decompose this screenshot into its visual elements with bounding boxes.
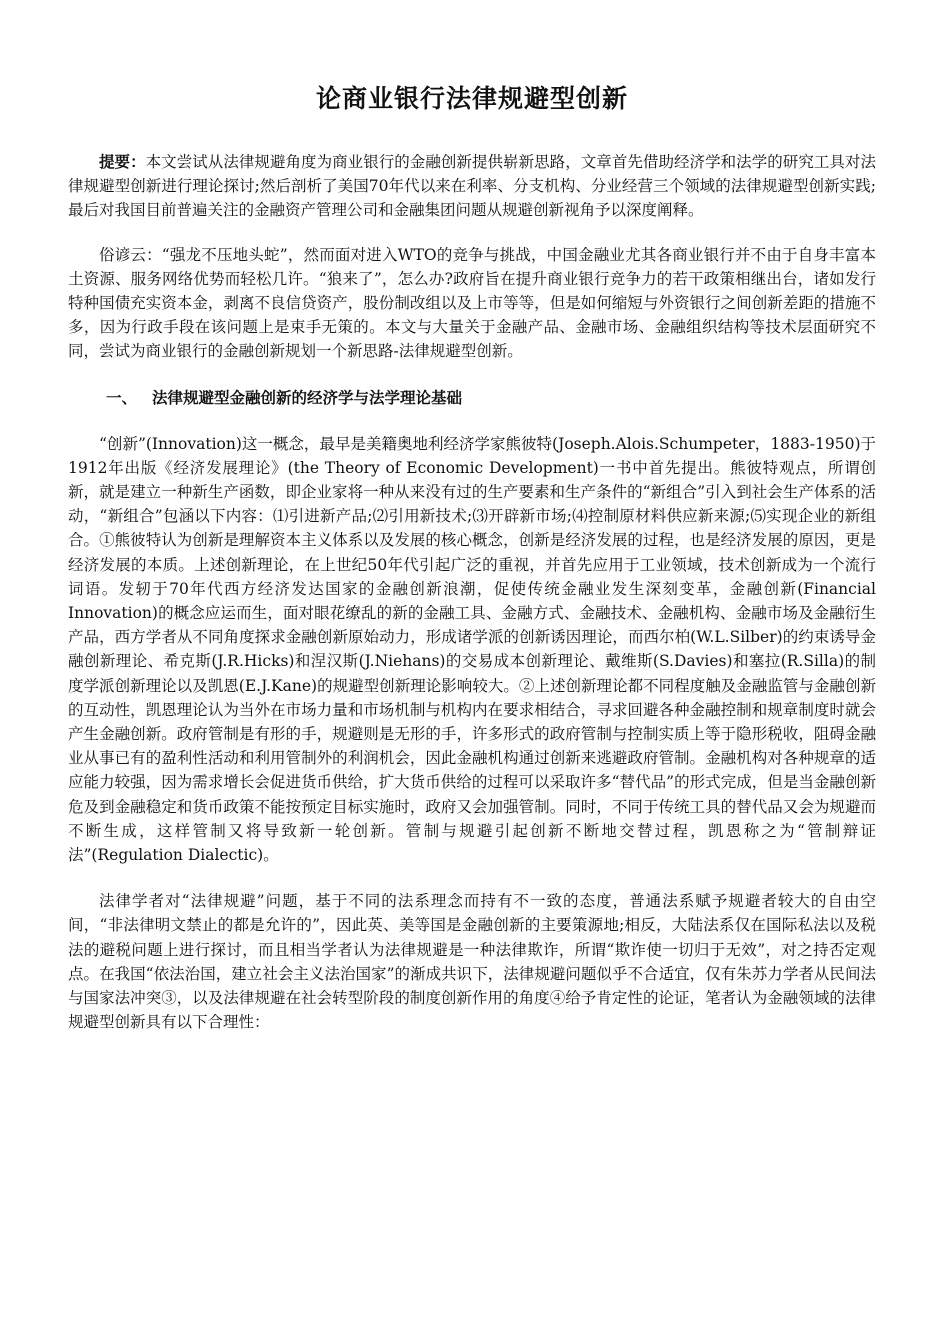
section-number: 一、 (106, 388, 138, 407)
document-title: 论商业银行法律规避型创新 (315, 84, 628, 113)
abstract-paragraph (68, 150, 876, 223)
body-paragraph-2: 法律学者对“法律规避”问题，基于不同的法系理念而持有不一致的态度，普通法系赋予规避者较大的自由空间，“非法律明文禁止的都是允许的”，因此英、美等国是金融创新的主要策源地;相反，大陆法系仅在国际私法以及税法的避税问题上进行探讨，而且相当学者认为法律规避是一种法律欺诈，所谓“欺诈使一切归于无效”，对之持否定观点。在我国“依法治国，建立社会主义法治国家”的渐成共识下，法律规避问题似乎不合适宜，仅有朱苏力学者从民间法与国家法冲突③，以及法律规避在社会转型阶段的制度创新作用的角度④给予肯定性的论证，笔者认为金融领域的法律规避型创新具有以下合理性： (68, 892, 876, 1032)
section-heading-text: 法律规避型金融创新的经济学与法学理论基础 (152, 388, 463, 407)
body-paragraph-1: “创新”(Innovation)这一概念，最早是美籍奥地利经济学家熊彼特(Joseph.Alois.Schumpeter，1883-1950)于1912年出版《经济发展理论》(the Theory of Economic Development)一书中首先提出。熊彼特观点，所谓创新，就是建立一种新生产函数，即企业家将一种从来没有过的生产要素和生产条件的“新组合”引入到社会生产体系的活动，“新组合”包涵以下内容：⑴引进新产品;⑵引用新技术;⑶开辟新市场;⑷控制原材料供应新来源;⑸实现企业的新组合。①熊彼特认为创新是理解资本主义体系以及发展的核心概念，创新是经济发展的过程，也是经济发展的原因，更是经济发展的本质。上述创新理论，在上世纪50年代引起广泛的重视，并首先应用于工业领域，技术创新成为一个流行词语。发轫于70年代西方经济发达国家的金融创新浪潮，促使传统金融业发生深刻变革，金融创新(Financial Innovation)的概念应运而生，面对眼花缭乱的新的金融工具、金融方式、金融技术、金融机构、金融市场及金融衍生产品，西方学者从不同角度探求金融创新原始动力，形成诸学派的创新诱因理论，而西尔柏(W.L.Silber)的约束诱导金融创新理论、希克斯(J.R.Hicks)和涅汉斯(J.Niehans)的交易成本创新理论、戴维斯(S.Davies)和塞拉(R.Silla)的制度学派创新理论以及凯恩(E.J.Kane)的规避型创新理论影响较大。②上述创新理论都不同程度触及金融监管与金融创新的互动性，凯恩理论认为当外在市场力量和市场机制与机构内在要求相结合，寻求回避各种金融控制和规章制度时就会产生金融创新。政府管制是有形的手，规避则是无形的手，许多形式的政府管制与控制实质上等于隐形税收，阻碍金融业从事已有的盈利性活动和利用管制外的利润机会，因此金融机构通过创新来逃避政府管制。金融机构对各种规章的适应能力较强，因为需求增长会促进货币供给，扩大货币供给的过程可以采取许多“替代品”的形式完成，但是当金融创新危及到金融稳定和货币政策不能按预定目标实施时，政府又会加强管制。同时，不同于传统工具的替代品又会为规避而不断生成，这样管制又将导致新一轮创新。管制与规避引起创新不断地交替过程，凯恩称之为“管制辩证法”(Regulation Dialectic)。 (68, 434, 876, 865)
section-heading (68, 386, 876, 410)
abstract-label: 提要： (99, 152, 146, 171)
intro-paragraph: 俗谚云：“强龙不压地头蛇”，然而面对进入WTO的竞争与挑战，中国金融业尤其各商业银行并不由于自身丰富本土资源、服务网络优势而轻松几许。“狼来了”，怎么办?政府旨在提升商业银行竞争力的若干政策相继出台，诸如发行特种国债充实资本金，剥离不良信贷资产，股份制改组以及上市等等，但是如何缩短与外资银行之间创新差距的措施不多，因为行政手段在该问题上是束手无策的。本文与大量关于金融产品、金融市场、金融组织结构等技术层面研究不同，尝试为商业银行的金融创新规划一个新思路-法律规避型创新。 (68, 245, 876, 361)
abstract-text: 本文尝试从法律规避角度为商业银行的金融创新提供崭新思路，文章首先借助经济学和法学的研究工具对法律规避型创新进行理论探讨;然后剖析了美国70年代以来在利率、分支机构、分业经营三个领域的法律规避型创新实践;最后对我国目前普遍关注的金融资产管理公司和金融集团问题从规避创新视角予以深度阐释。 (68, 153, 876, 220)
